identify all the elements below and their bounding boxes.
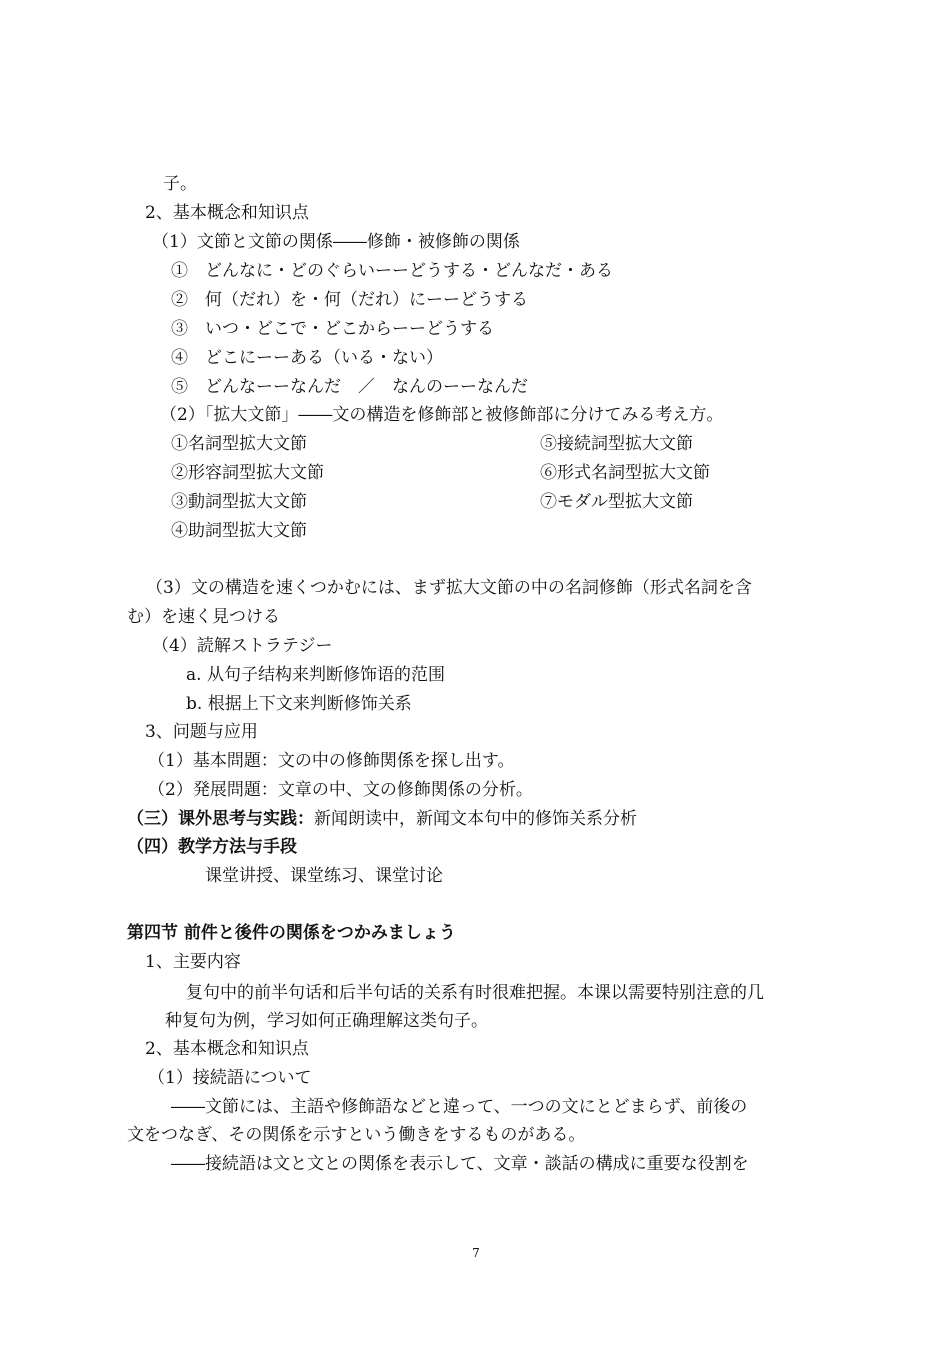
list-heading: 1、主要内容 xyxy=(145,952,241,972)
section-text: 课堂讲授、课堂练习、课堂讨论 xyxy=(205,866,443,886)
list-heading: 2、基本概念和知识点 xyxy=(145,1039,309,1059)
text-line: む）を速く見つける xyxy=(127,607,280,627)
grid-item: ③動詞型拡大文節 xyxy=(171,492,307,512)
page-number: 7 xyxy=(472,1246,480,1260)
section-three xyxy=(127,808,637,830)
grid-item: ④助詞型拡大文節 xyxy=(171,521,307,541)
text-line: 子。 xyxy=(163,174,197,194)
list-item: ② 何（だれ）を・何（だれ）にーーどうする xyxy=(171,290,528,310)
list-item: ① どんなに・どのぐらいーーどうする・どんなだ・ある xyxy=(171,261,613,281)
section-heading: （四）教学方法与手段 xyxy=(127,837,297,857)
text-line: ――文節には、主語や修飾語などと違って、一つの文にとどまらず、前後の xyxy=(171,1097,748,1117)
text-line: 种复句为例，学习如何正确理解这类句子。 xyxy=(165,1011,488,1031)
list-item: ③ いつ・どこで・どこからーーどうする xyxy=(171,319,494,339)
list-item: ④ どこにーーある（いる・ない） xyxy=(171,348,443,368)
section-text: 新闻朗读中，新闻文本句中的修饰关系分析 xyxy=(314,809,637,829)
grid-item: ②形容詞型拡大文節 xyxy=(171,463,324,483)
chapter-title: 第四节 前件と後件の関係をつかみましょう xyxy=(127,923,456,943)
grid-item: ⑦モダル型拡大文節 xyxy=(540,492,693,512)
list-item: a. 从句子结构来判断修饰语的范围 xyxy=(186,665,445,685)
text-line: 复句中的前半句话和后半句话的关系有时很难把握。本课以需要特别注意的几 xyxy=(186,983,764,1003)
text-line: （2）発展問題：文章の中、文の修飾関係の分析。 xyxy=(148,780,533,800)
text-line: （3）文の構造を速くつかむには、まず拡大文節の中の名詞修飾（形式名詞を含 xyxy=(146,578,752,598)
list-item: b. 根据上下文来判断修饰关系 xyxy=(186,694,412,714)
text-line: （2）「拡大文節」――文の構造を修飾部と被修飾部に分けてみる考え方。 xyxy=(160,405,724,425)
text-line: （1）基本問題：文の中の修飾関係を探し出す。 xyxy=(148,751,515,771)
list-item: ⑤ どんなーーなんだ ／ なんのーーなんだ xyxy=(171,377,528,397)
text-line: ――接続語は文と文との関係を表示して、文章・談話の構成に重要な役割を xyxy=(171,1154,749,1174)
text-line: （4）読解ストラテジー xyxy=(152,636,333,656)
text-line: 文をつなぎ、その関係を示すという働きをするものがある。 xyxy=(127,1125,586,1145)
grid-item: ①名詞型拡大文節 xyxy=(171,434,307,454)
list-heading: 3、问题与应用 xyxy=(145,722,258,742)
text-line: （1）文節と文節の関係――修飾・被修飾の関係 xyxy=(152,232,520,252)
grid-item: ⑥形式名詞型拡大文節 xyxy=(540,463,710,483)
text-line: （1）接続語について xyxy=(148,1068,312,1088)
list-heading: 2、基本概念和知识点 xyxy=(145,203,309,223)
grid-item: ⑤接続詞型拡大文節 xyxy=(540,434,693,454)
section-heading: （三）课外思考与实践： xyxy=(127,809,314,829)
